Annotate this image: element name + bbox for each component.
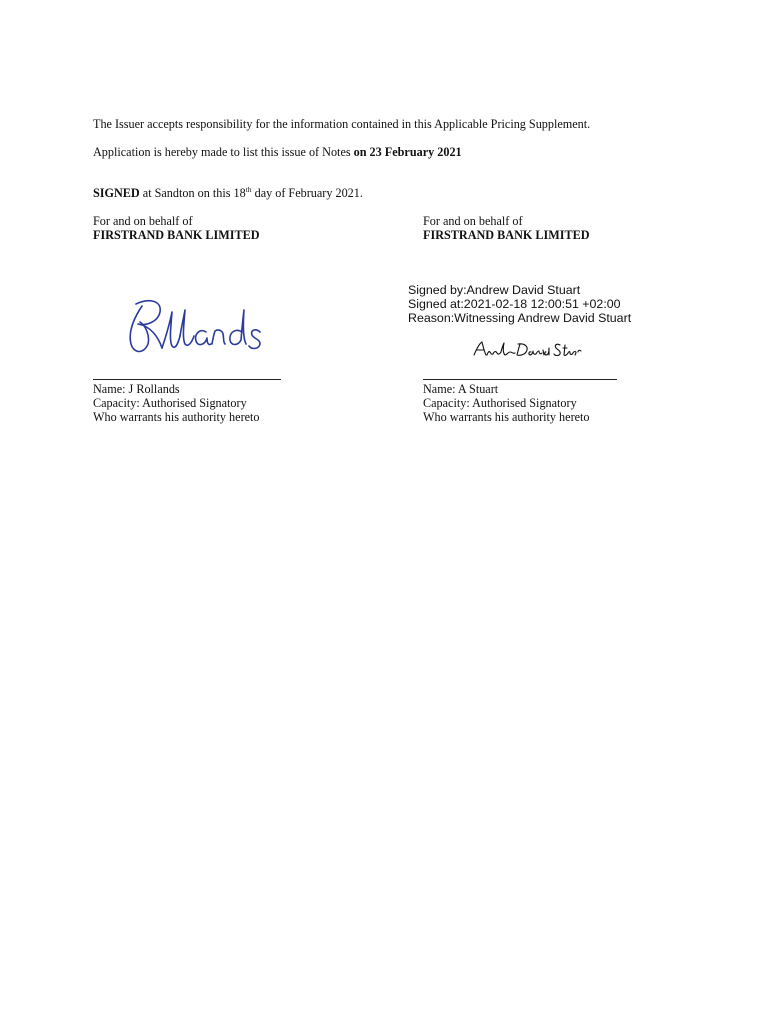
left-signatory-authority: Who warrants his authority hereto [93, 410, 260, 424]
listing-application-text: Application is hereby made to list this issue of Notes [93, 145, 354, 159]
left-signatory-capacity: Capacity: Authorised Signatory [93, 396, 247, 410]
right-signatory-capacity: Capacity: Authorised Signatory [423, 396, 577, 410]
left-signature-text: Rollands [122, 296, 126, 297]
left-company-name: FIRSTRAND BANK LIMITED [93, 228, 260, 242]
listing-application [93, 145, 462, 159]
signed-location-text: at Sandton on this 18 [139, 186, 246, 200]
left-handwritten-signature [122, 296, 272, 360]
right-company-name: FIRSTRAND BANK LIMITED [423, 228, 590, 242]
day-suffix: th [245, 184, 252, 194]
signed-date-text: day of February 2021. [251, 186, 363, 200]
digital-signed-by: Signed by:Andrew David Stuart [408, 283, 581, 297]
right-signatory-name: Name: A Stuart [423, 382, 499, 396]
right-handwritten-signature [472, 340, 582, 360]
right-on-behalf: For and on behalf of [423, 214, 523, 228]
right-signature-text: Andrew David Stuart [472, 340, 481, 341]
right-signatory-authority: Who warrants his authority hereto [423, 410, 590, 424]
signed-line [93, 186, 363, 200]
signed-word: SIGNED [93, 186, 140, 200]
digital-signed-at: Signed at:2021-02-18 12:00:51 +02:00 [408, 297, 621, 311]
left-signature-line [93, 379, 281, 380]
digital-signature-reason: Reason:Witnessing Andrew David Stuart [408, 311, 632, 325]
left-signatory-name: Name: J Rollands [93, 382, 180, 396]
right-signature-line [423, 379, 617, 380]
responsibility-statement: The Issuer accepts responsibility for the information contained in this Applicable Pricing Supplement. [93, 117, 591, 131]
left-on-behalf: For and on behalf of [93, 214, 193, 228]
listing-date: on 23 February 2021 [353, 145, 462, 159]
